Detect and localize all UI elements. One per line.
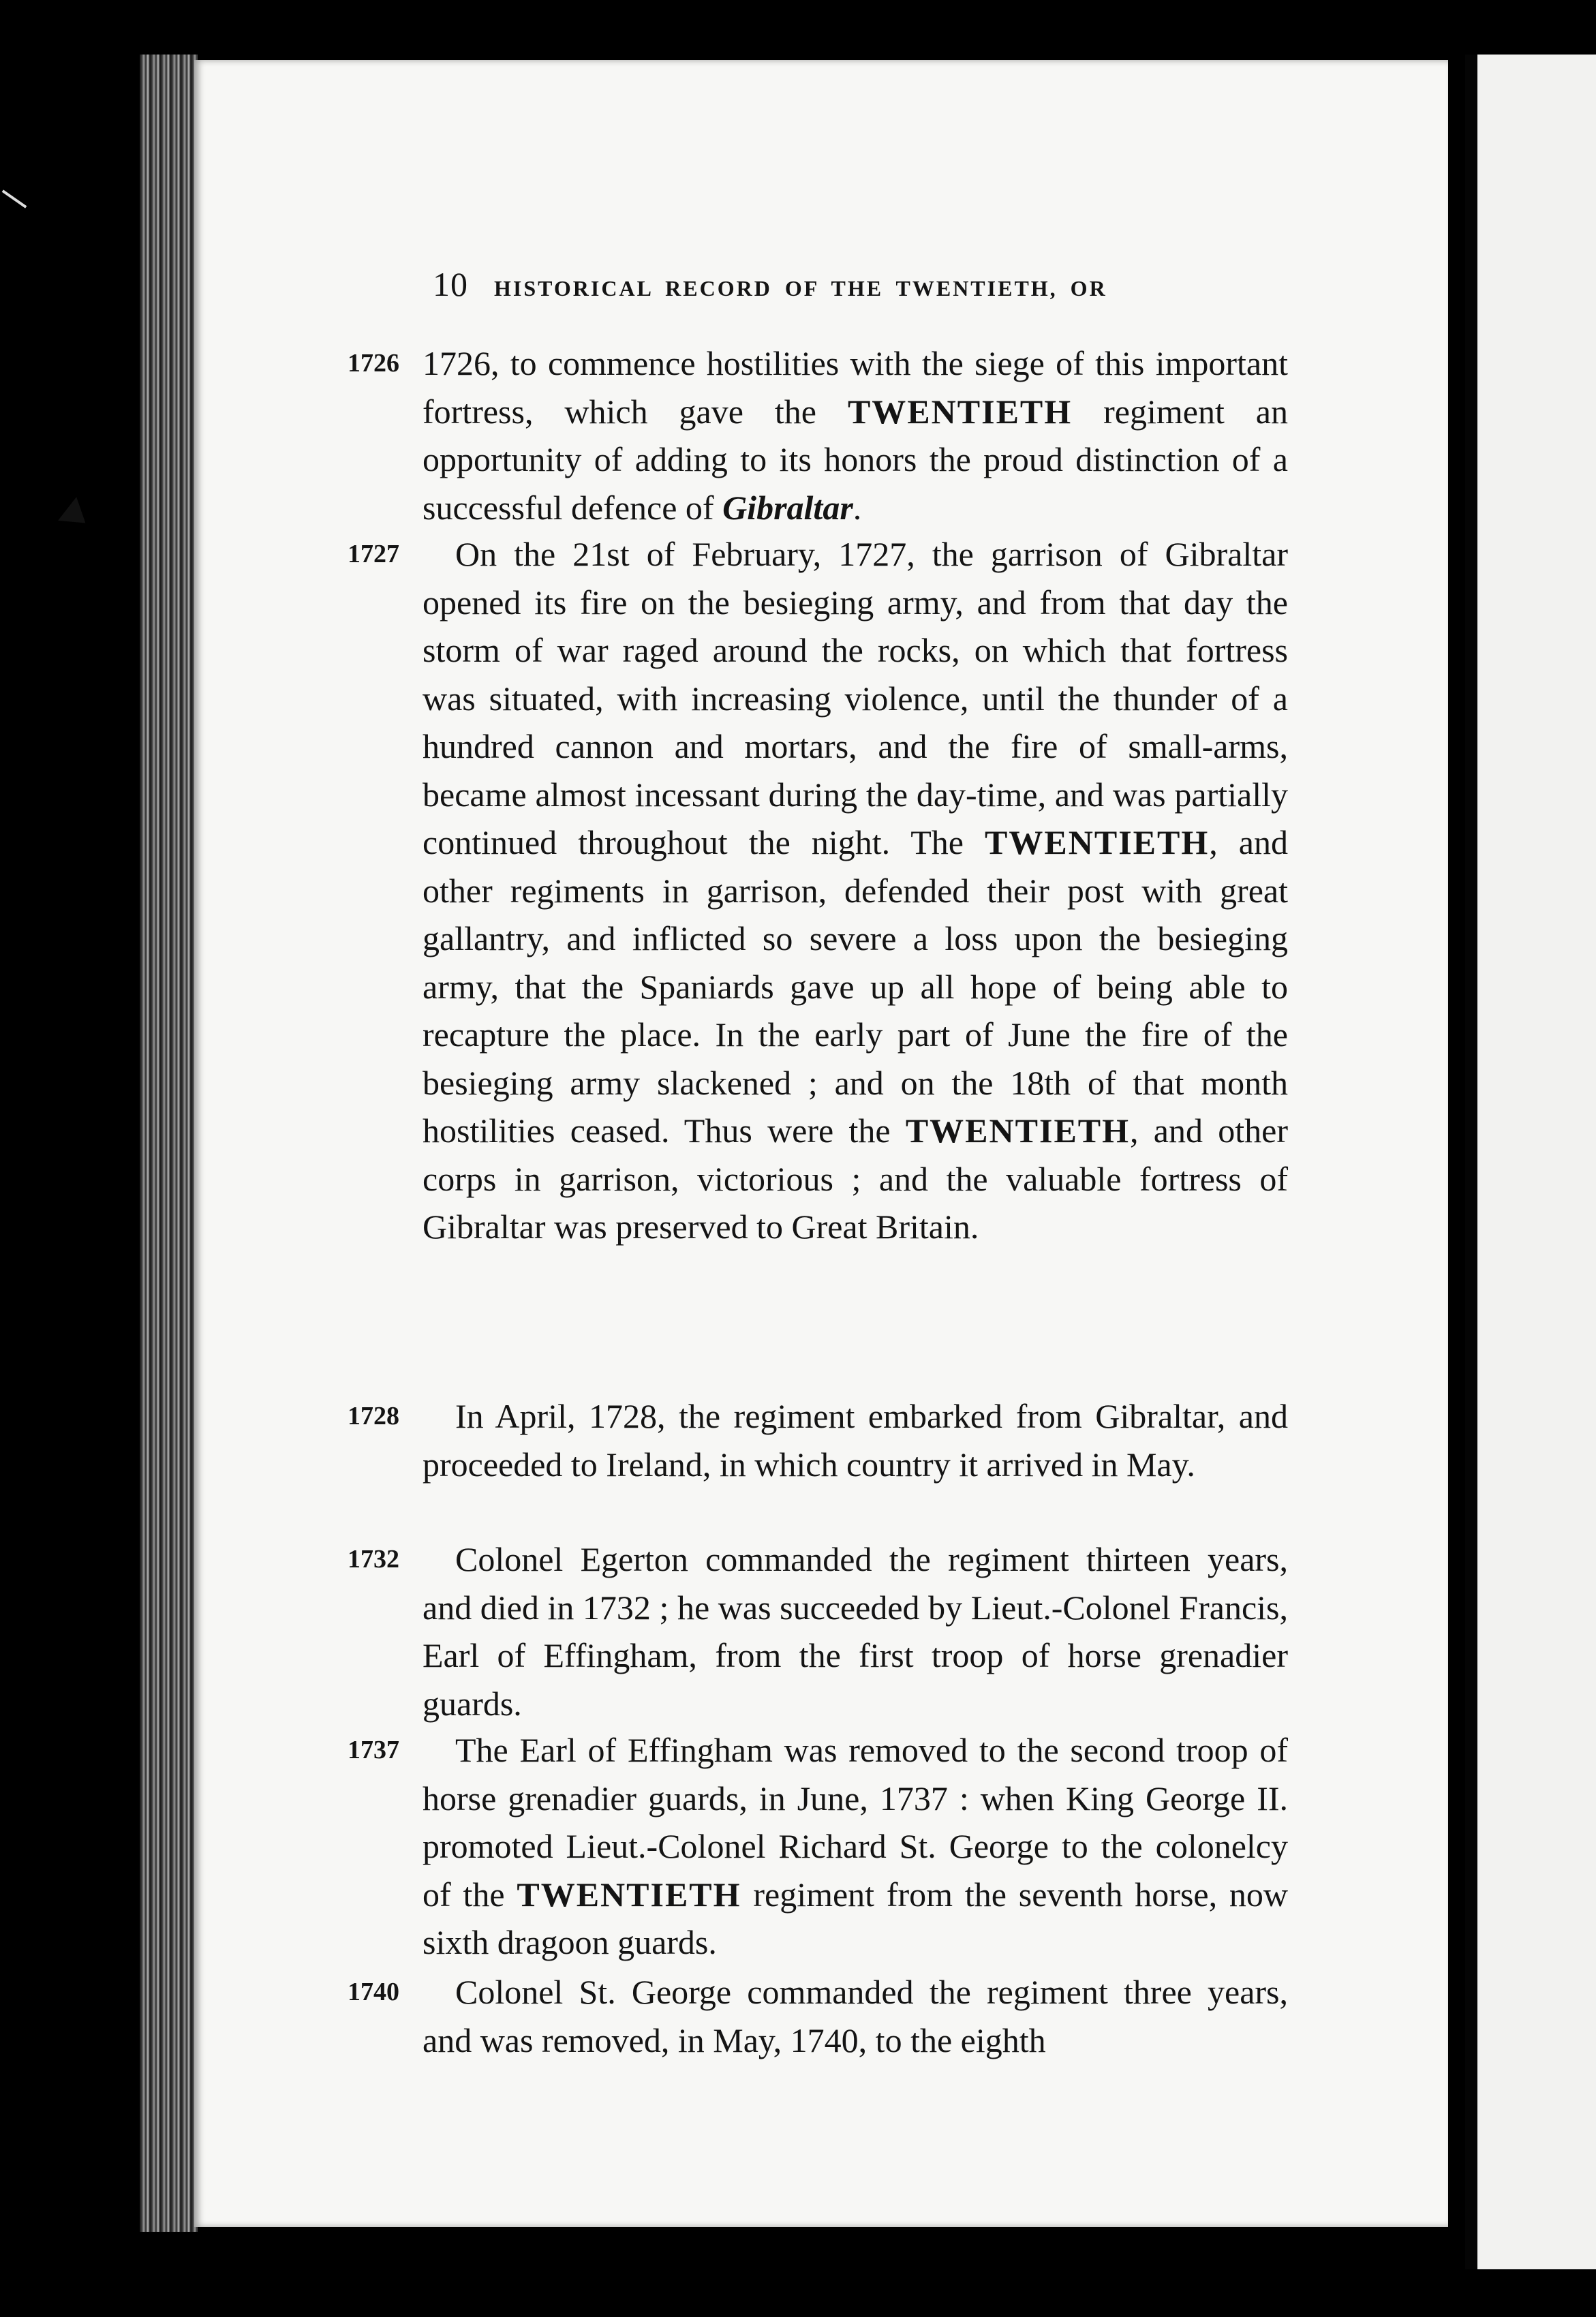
regiment-name: TWENTIETH [847,392,1073,431]
regiment-name: TWENTIETH [517,1875,741,1914]
text-run: . [853,488,862,527]
paragraph-text [423,1726,1288,1967]
margin-year: 1726 [348,349,399,378]
margin-year: 1737 [348,1736,399,1764]
page-header [433,264,1400,326]
text-run: On the 21st of February, 1727, the garrison of Gibraltar opened its fire on the besieging army, and from that day the storm of war raged around the rocks, on which that fortress was situated, with increasing violence, until the thunder of a hundred cannon and mortars, and the fire of small-arms, became almost incessant during the day-time, and was partially continued throughout the night. The [423,535,1288,861]
paragraph-text [423,1535,1288,1728]
text-run: Colonel Egerton commanded the regiment thirteen years, and died in 1732 ; he was succeeded by Lieut.-Colonel Francis, Earl of Effingham, from the first troop of horse grenadier guards. [423,1540,1288,1723]
text-run: , and other regiments in garrison, defended their post with great gallantry, and inflicted so severe a loss upon the besieging army, that the Spaniards gave up all hope of being able to recapture the place. In the early part of June the fire of the besieging army slackened ; and on the 18th of that month hostilities ceased. Thus were the [423,823,1288,1150]
text-run: , and other corps in garrison, victorious ; and the valuable fortress of Gibraltar was preserved to Great Britain. [423,1111,1288,1246]
paragraph-text [423,530,1288,1251]
margin-year: 1740 [348,1978,399,2006]
book-spine [140,55,198,2232]
margin-year: 1728 [348,1402,399,1430]
running-head: HISTORICAL RECORD OF THE TWENTIETH, OR [494,276,1107,301]
text-run: In April, 1728, the regiment embarked from Gibraltar, and proceeded to Ireland, in which country it arrived in May. [423,1397,1288,1484]
italic-emphasis: Gibraltar [722,488,853,527]
margin-year: 1732 [348,1545,399,1574]
margin-mark [58,497,95,535]
page-number: 10 [433,265,468,303]
text-run: regiment from the seventh horse, now sixth dragoon guards. [423,1875,1288,1961]
text-run: 1726, to commence hostilities with the siege of this important fortress, which gave the [423,344,1288,431]
text-run: Colonel St. George commanded the regiment three years, and was removed, in May, 1740, to the eighth [423,1973,1288,2059]
paragraph-text [423,1968,1288,2064]
text-run: The Earl of Effingham was removed to the second troop of horse grenadier guards, in June, 1737 : when King George II. promoted Lieut.-Colonel Richard St. George to the colonelcy of the [423,1731,1288,1914]
paragraph-text [423,339,1288,532]
adjacent-page-edge [1465,55,1596,2269]
scan-scratch [2,189,27,208]
regiment-name: TWENTIETH [985,823,1210,861]
page-content [194,60,1448,2227]
margin-year: 1727 [348,540,399,568]
regiment-name: TWENTIETH [905,1111,1131,1150]
page-sheet [194,60,1448,2227]
paragraph-text [423,1392,1288,1488]
text-run: regiment an opportunity of adding to its honors the proud distinction of a successful defence of [423,392,1288,527]
